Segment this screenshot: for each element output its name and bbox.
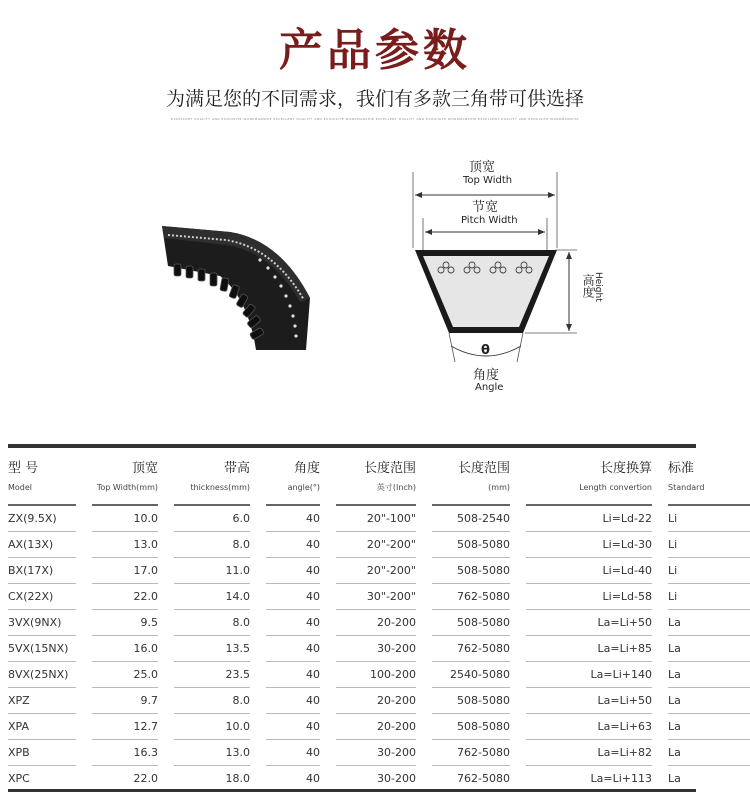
- table-cell-value: 13.5: [174, 635, 250, 661]
- table-cell-value: 3VX(9NX): [8, 609, 76, 635]
- table-cell: [432, 635, 526, 661]
- table-header-row: [8, 456, 750, 504]
- table-cell-value: 40: [266, 713, 320, 739]
- table-cell-value: 40: [266, 687, 320, 713]
- table-cell-value: 8.0: [174, 531, 250, 557]
- height-label-cn: 高度: [581, 274, 595, 298]
- column-header-cn: 带高: [223, 461, 250, 476]
- table-cell-value: 40: [266, 504, 320, 531]
- table-cell: [526, 504, 668, 531]
- table-cell: [8, 739, 92, 765]
- table-cell: [432, 557, 526, 583]
- table-cell: [432, 531, 526, 557]
- table-row: [8, 687, 750, 713]
- table-cell: [92, 531, 174, 557]
- table-cell: [432, 504, 526, 531]
- v-belt-image: [160, 218, 320, 353]
- table-cell: [174, 531, 266, 557]
- table-cell: [668, 635, 750, 661]
- table-cell-value: La=Li+82: [526, 739, 652, 765]
- table-row: [8, 739, 750, 765]
- table-cell-value: 12.7: [92, 713, 158, 739]
- table-row: [8, 609, 750, 635]
- table-cell-value: 508-5080: [432, 557, 510, 583]
- table-cell: [174, 557, 266, 583]
- table-cell: [8, 635, 92, 661]
- table-cell: [8, 765, 92, 791]
- table-cell: [92, 765, 174, 791]
- table-cell-value: XPA: [8, 713, 76, 739]
- table-cell: [174, 739, 266, 765]
- table-cell-value: La=Li+50: [526, 609, 652, 635]
- table-bottom-rule: [8, 789, 696, 792]
- pitch-width-label-en: Pitch Width: [461, 215, 518, 226]
- table-cell-value: 40: [266, 557, 320, 583]
- table-cell-value: CX(22X): [8, 583, 76, 609]
- table-cell-value: La: [668, 739, 750, 765]
- table-row: [8, 661, 750, 687]
- table-cell: [526, 687, 668, 713]
- table-cell: [266, 687, 336, 713]
- column-header-cn: 角度: [293, 461, 320, 476]
- table-cell-value: 762-5080: [432, 739, 510, 765]
- table-cell: [668, 661, 750, 687]
- table-cell: [92, 609, 174, 635]
- table-cell: [266, 661, 336, 687]
- height-label-en: Height: [593, 272, 603, 302]
- table-cell-value: Li: [668, 557, 750, 583]
- table-cell: [526, 713, 668, 739]
- table-cell: [174, 661, 266, 687]
- table-cell: [174, 635, 266, 661]
- column-header-cn: 型 号: [8, 461, 39, 476]
- table-cell: [92, 583, 174, 609]
- table-cell: [526, 557, 668, 583]
- table-cell-value: 40: [266, 635, 320, 661]
- table-cell-value: Li=Ld-58: [526, 583, 652, 609]
- table-cell: [8, 504, 92, 531]
- table-cell: [92, 739, 174, 765]
- column-header: [526, 456, 668, 504]
- table-cell-value: La: [668, 765, 750, 791]
- table-cell-value: 30-200: [336, 739, 416, 765]
- table-cell: [526, 609, 668, 635]
- table-cell: [266, 765, 336, 791]
- table-cell: [432, 739, 526, 765]
- table-cell-value: 508-5080: [432, 713, 510, 739]
- table-cell: [8, 609, 92, 635]
- table-cell-value: 9.7: [92, 687, 158, 713]
- table-cell-value: BX(17X): [8, 557, 76, 583]
- table-cell: [336, 765, 432, 791]
- table-cell: [336, 713, 432, 739]
- table-cell-value: La: [668, 661, 750, 687]
- column-header: [336, 456, 432, 504]
- table-cell: [8, 713, 92, 739]
- table-cell: [336, 609, 432, 635]
- column-header-en: (mm): [488, 483, 510, 492]
- table-cell: [174, 609, 266, 635]
- table-cell-value: XPB: [8, 739, 76, 765]
- table-cell-value: XPC: [8, 765, 76, 791]
- table-cell-value: La=Li+85: [526, 635, 652, 661]
- table-cell-value: 20-200: [336, 713, 416, 739]
- table-cell-value: 2540-5080: [432, 661, 510, 687]
- table-cell: [668, 739, 750, 765]
- table-cell: [526, 739, 668, 765]
- column-header-en: thickness(mm): [190, 483, 250, 492]
- table-cell: [8, 557, 92, 583]
- table-cell: [8, 661, 92, 687]
- top-width-label-en: Top Width: [463, 175, 513, 186]
- table-row: [8, 713, 750, 739]
- angle-label-cn: 角度: [473, 368, 500, 383]
- table-cell-value: 10.0: [174, 713, 250, 739]
- table-cell-value: 30-200: [336, 765, 416, 791]
- table-cell: [266, 635, 336, 661]
- table-cell: [432, 765, 526, 791]
- table-cell: [92, 504, 174, 531]
- table-cell: [174, 504, 266, 531]
- table-cell: [336, 583, 432, 609]
- table-cell: [266, 504, 336, 531]
- table-cell-value: La=Li+113: [526, 765, 652, 791]
- table-cell-value: 508-5080: [432, 531, 510, 557]
- table-cell-value: 20"-200": [336, 557, 416, 583]
- table-cell-value: 30"-200": [336, 583, 416, 609]
- table-cell: [266, 713, 336, 739]
- table-cell: [336, 687, 432, 713]
- table-row: [8, 504, 750, 531]
- column-header: [668, 456, 750, 504]
- table-cell-value: 8VX(25NX): [8, 661, 76, 687]
- column-header-cn: 长度范围: [363, 461, 416, 476]
- table-cell-value: La: [668, 609, 750, 635]
- table-cell: [266, 739, 336, 765]
- page-title: 产品参数: [279, 25, 471, 76]
- column-header-en: Standard: [668, 483, 705, 492]
- table-cell: [668, 531, 750, 557]
- table-cell-value: Li=Ld-40: [526, 557, 652, 583]
- pitch-width-label-cn: 节宽: [472, 200, 499, 215]
- table-cell: [266, 531, 336, 557]
- column-header-en: Length convertion: [579, 483, 652, 492]
- table-cell-value: Li: [668, 531, 750, 557]
- table-cell-value: 13.0: [92, 531, 158, 557]
- table-cell-value: 100-200: [336, 661, 416, 687]
- column-header-cn: 顶宽: [131, 461, 158, 476]
- table-cell-value: Li=Ld-22: [526, 504, 652, 531]
- table-cell-value: La=Li+140: [526, 661, 652, 687]
- table-cell-value: 20"-200": [336, 531, 416, 557]
- column-header: [266, 456, 336, 504]
- table-cell-value: La=Li+63: [526, 713, 652, 739]
- table-row: [8, 583, 750, 609]
- table-cell: [526, 583, 668, 609]
- column-header: [8, 456, 92, 504]
- column-header-en: angle(°): [287, 483, 320, 492]
- table-cell-value: Li: [668, 504, 750, 531]
- column-header: [92, 456, 174, 504]
- angle-symbol: θ: [481, 343, 490, 358]
- table-cell: [266, 583, 336, 609]
- table-cell: [92, 635, 174, 661]
- table-cell: [668, 557, 750, 583]
- table-cell-value: 40: [266, 583, 320, 609]
- table-cell-value: 508-5080: [432, 687, 510, 713]
- table-cell-value: 40: [266, 531, 320, 557]
- table-cell-value: 5VX(15NX): [8, 635, 76, 661]
- table-cell-value: 14.0: [174, 583, 250, 609]
- table-cell: [336, 739, 432, 765]
- table-cell: [174, 713, 266, 739]
- table-cell: [336, 531, 432, 557]
- column-header-cn: 长度换算: [599, 461, 652, 476]
- angle-label-en: Angle: [475, 382, 504, 393]
- table-cell-value: 40: [266, 661, 320, 687]
- table-cell: [336, 635, 432, 661]
- table-row: [8, 765, 750, 791]
- column-header: [432, 456, 526, 504]
- table-cell-value: 30-200: [336, 635, 416, 661]
- table-cell: [432, 609, 526, 635]
- table-cell-value: 18.0: [174, 765, 250, 791]
- table-cell-value: 40: [266, 765, 320, 791]
- table-cell-value: La=Li+50: [526, 687, 652, 713]
- table-cell: [432, 687, 526, 713]
- table-cell-value: 762-5080: [432, 635, 510, 661]
- table-body: [8, 504, 750, 791]
- table-cell: [668, 687, 750, 713]
- fine-print: EXCELLENT QUALITY AND EXQUISITE WORKMANSHIP EXCELLENT QUALITY AND EXQUISITE WORKMANSHIP EXCELLENT QUALITY AND EXQUISITE WORKMANSHIP EXCELLENT QUALITY AND EXQUISITE WORKMANSHIP: [171, 117, 579, 121]
- table-cell: [336, 661, 432, 687]
- table-cell: [432, 661, 526, 687]
- column-header-cn: 标准: [668, 461, 695, 476]
- table-cell-value: 508-2540: [432, 504, 510, 531]
- column-header-en: Top Width(mm): [96, 483, 158, 492]
- table-cell-value: 13.0: [174, 739, 250, 765]
- table-cell-value: La: [668, 687, 750, 713]
- column-header-en: Model: [8, 483, 33, 492]
- table-cell: [8, 583, 92, 609]
- table-cell-value: 22.0: [92, 765, 158, 791]
- table-cell: [432, 583, 526, 609]
- table-cell: [668, 583, 750, 609]
- table-cell-value: 25.0: [92, 661, 158, 687]
- table-cell-value: AX(13X): [8, 531, 76, 557]
- table-cell: [174, 583, 266, 609]
- table-cell: [336, 504, 432, 531]
- table-cell-value: 8.0: [174, 609, 250, 635]
- table-cell: [526, 765, 668, 791]
- table-cell-value: La: [668, 635, 750, 661]
- table-cell-value: 22.0: [92, 583, 158, 609]
- table-row: [8, 531, 750, 557]
- table-cell: [526, 531, 668, 557]
- table-cell: [92, 557, 174, 583]
- table-cell-value: Li: [668, 583, 750, 609]
- table-cell-value: 10.0: [92, 504, 158, 531]
- table-cell-value: 16.3: [92, 739, 158, 765]
- table-cell-value: 8.0: [174, 687, 250, 713]
- table-cell: [174, 687, 266, 713]
- table-cell: [8, 531, 92, 557]
- table-cell-value: 20-200: [336, 609, 416, 635]
- table-cell: [174, 765, 266, 791]
- height-label-en-wrap: [593, 272, 603, 302]
- table-cell-value: 17.0: [92, 557, 158, 583]
- table-cell-value: 762-5080: [432, 765, 510, 791]
- page-subtitle: 为满足您的不同需求，我们有多款三角带可供选择: [165, 88, 584, 110]
- table-cell: [668, 609, 750, 635]
- table-cell: [668, 504, 750, 531]
- table-row: [8, 557, 750, 583]
- table-cell: [526, 635, 668, 661]
- table-cell: [92, 661, 174, 687]
- table-cell-value: 20-200: [336, 687, 416, 713]
- table-cell-value: 762-5080: [432, 583, 510, 609]
- table-cell: [92, 713, 174, 739]
- table-cell: [432, 713, 526, 739]
- top-width-label-cn: 顶宽: [469, 160, 496, 175]
- table-cell: [668, 765, 750, 791]
- table-cell-value: La: [668, 713, 750, 739]
- table-cell: [668, 713, 750, 739]
- table-cell: [266, 557, 336, 583]
- belt-section-diagram: [395, 150, 625, 404]
- table-cell: [92, 687, 174, 713]
- table-top-rule: [8, 444, 696, 448]
- table-cell-value: 16.0: [92, 635, 158, 661]
- table-cell-value: 9.5: [92, 609, 158, 635]
- table-cell-value: 40: [266, 609, 320, 635]
- table-cell-value: XPZ: [8, 687, 76, 713]
- table-cell-value: 6.0: [174, 504, 250, 531]
- table-cell-value: Li=Ld-30: [526, 531, 652, 557]
- column-header: [174, 456, 266, 504]
- table-cell: [8, 687, 92, 713]
- column-header-cn: 长度范围: [457, 461, 510, 476]
- table-cell-value: 11.0: [174, 557, 250, 583]
- parameter-table: [8, 456, 750, 791]
- table-cell-value: 40: [266, 739, 320, 765]
- table-cell: [336, 557, 432, 583]
- column-header-en: 英寸(Inch): [376, 483, 416, 492]
- table-row: [8, 635, 750, 661]
- table-cell-value: 23.5: [174, 661, 250, 687]
- table-cell-value: ZX(9.5X): [8, 504, 76, 531]
- table-cell-value: 508-5080: [432, 609, 510, 635]
- table-cell-value: 20"-100": [336, 504, 416, 531]
- table-cell: [266, 609, 336, 635]
- table-cell: [526, 661, 668, 687]
